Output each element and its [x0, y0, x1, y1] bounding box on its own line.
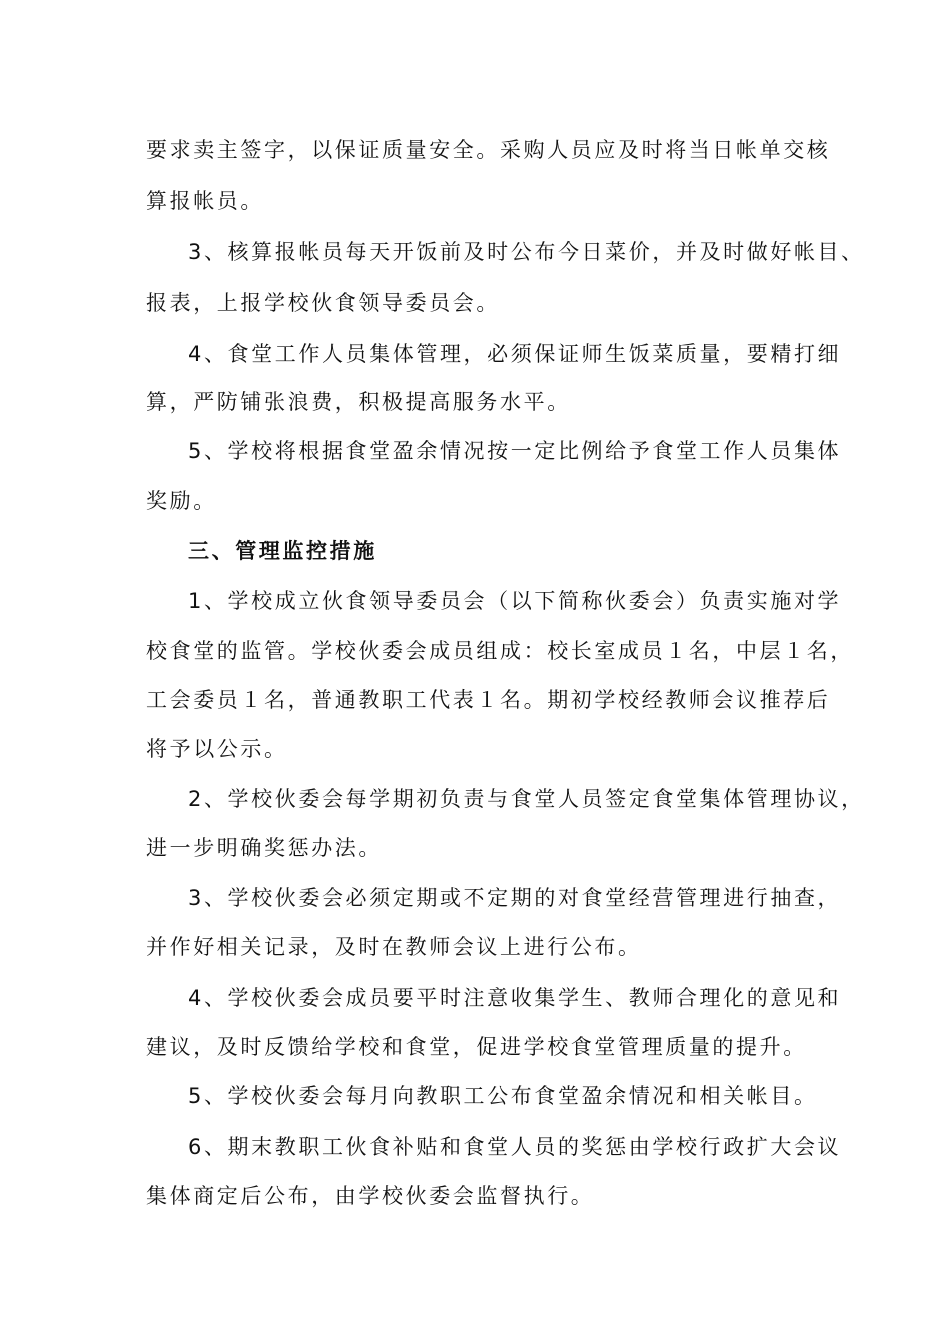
section-heading: 三、管理监控措施 [188, 539, 377, 563]
text-line-17: 并作好相关记录，及时在教师会议上进行公布。 [146, 935, 642, 959]
text-line-5: 4、食堂工作人员集体管理，必须保证师生饭菜质量，要精打细 [188, 342, 842, 366]
text-line-15: 进一步明确奖惩办法。 [146, 836, 382, 860]
text-line-20: 5、学校伙委会每月向教职工公布食堂盈余情况和相关帐目。 [188, 1084, 818, 1108]
text-line-18: 4、学校伙委会成员要平时注意收集学生、教师合理化的意见和 [188, 986, 842, 1010]
text-line-16: 3、学校伙委会必须定期或不定期的对食堂经营管理进行抽查， [188, 886, 842, 910]
text-line-3: 3、核算报帐员每天开饭前及时公布今日菜价，并及时做好帐目、 [188, 240, 865, 264]
text-line-14: 2、学校伙委会每学期初负责与食堂人员签定食堂集体管理协议， [188, 787, 865, 811]
text-line-2: 算报帐员。 [146, 189, 264, 213]
text-line-4: 报表，上报学校伙食领导委员会。 [146, 291, 500, 315]
text-line-8: 奖励。 [146, 489, 217, 513]
text-line-1: 要求卖主签字，以保证质量安全。采购人员应及时将当日帐单交核 [146, 138, 831, 162]
text-line-7: 5、学校将根据食堂盈余情况按一定比例给予食堂工作人员集体 [188, 439, 842, 463]
text-line-6: 算，严防铺张浪费，积极提高服务水平。 [146, 390, 571, 414]
text-line-10: 1、学校成立伙食领导委员会（以下简称伙委会）负责实施对学 [188, 589, 842, 613]
text-line-19: 建议，及时反馈给学校和食堂，促进学校食堂管理质量的提升。 [146, 1035, 807, 1059]
text-line-21: 6、期末教职工伙食补贴和食堂人员的奖惩由学校行政扩大会议 [188, 1135, 842, 1159]
text-line-11: 校食堂的监管。学校伙委会成员组成：校长室成员１名，中层１名， [146, 639, 854, 663]
text-line-22: 集体商定后公布，由学校伙委会监督执行。 [146, 1184, 595, 1208]
text-line-12: 工会委员１名，普通教职工代表１名。期初学校经教师会议推荐后 [146, 688, 831, 712]
text-line-13: 将予以公示。 [146, 737, 288, 761]
